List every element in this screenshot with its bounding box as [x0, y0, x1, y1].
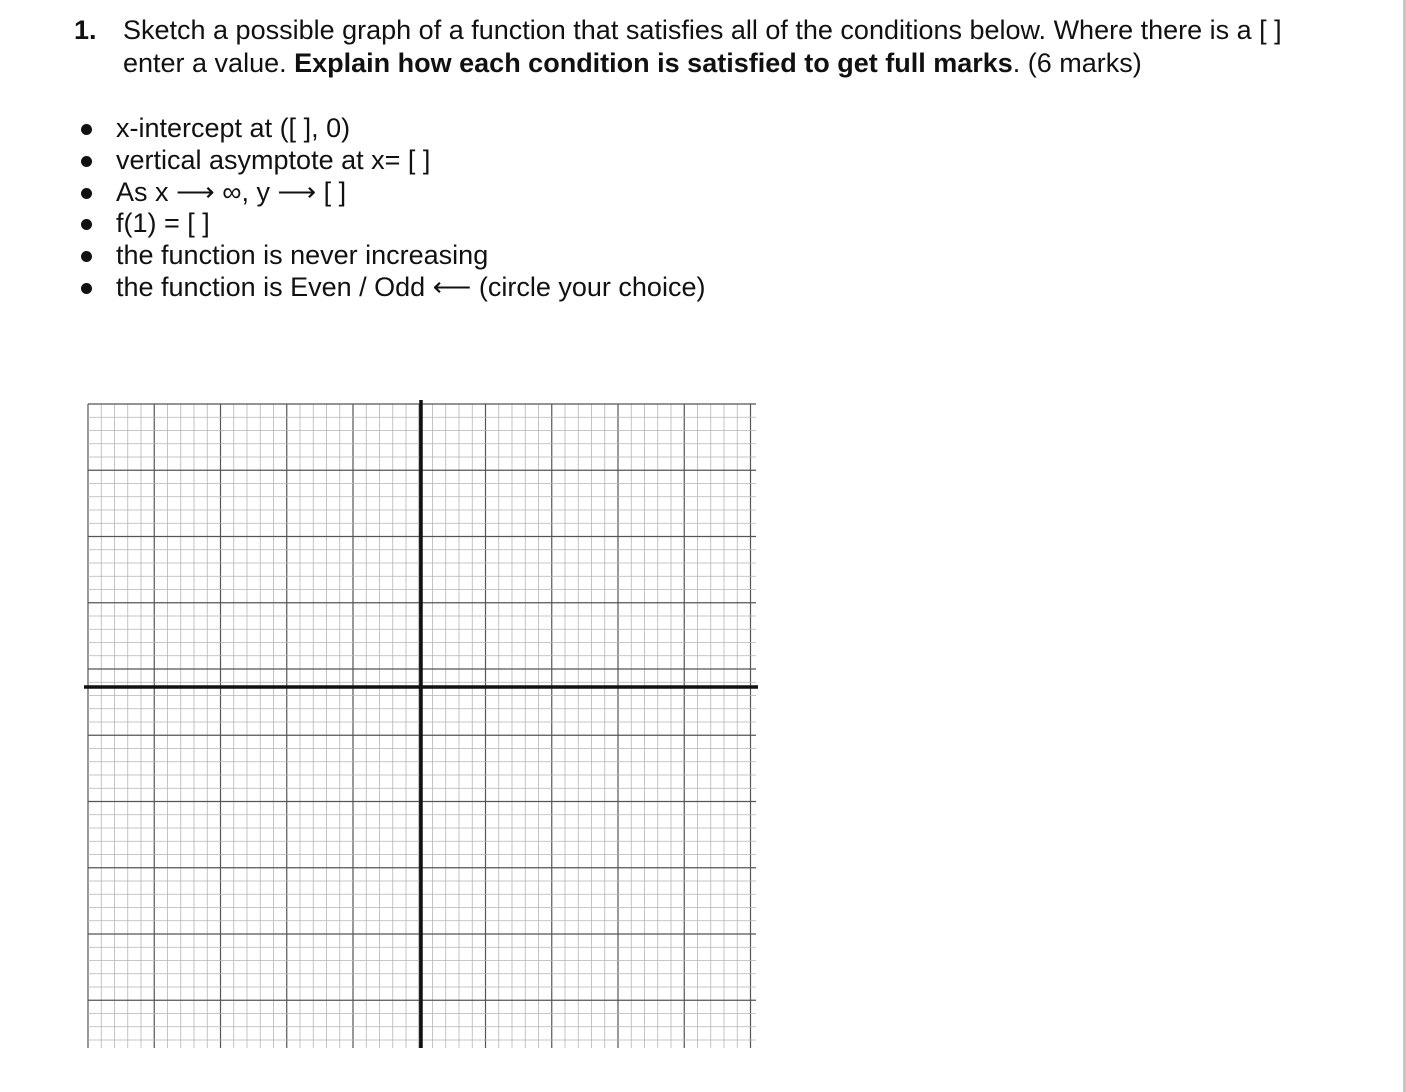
question-text-bold: Explain how each condition is satisfied to get full marks	[294, 48, 1013, 78]
condition-text: vertical asymptote at x= [ ]	[116, 144, 431, 175]
bullet-icon	[81, 188, 92, 199]
question-text-end: . (6 marks)	[1012, 48, 1142, 78]
bullet-icon	[81, 219, 92, 230]
condition-item	[76, 113, 705, 145]
bullet-icon	[81, 283, 92, 294]
condition-text: As x ⟶ ∞, y ⟶ [ ]	[116, 176, 347, 207]
question-text-start: Sketch a possible graph of a function that satisfies all of the conditions below. Where there is a [ ] enter a value.	[123, 15, 1282, 78]
condition-item	[76, 208, 705, 240]
bullet-icon	[81, 251, 92, 262]
bullet-icon	[81, 156, 92, 167]
question-number: 1.	[74, 15, 97, 45]
condition-item	[76, 145, 705, 177]
graph-grid-canvas[interactable]	[80, 398, 764, 1054]
condition-item	[76, 240, 705, 272]
graph-grid[interactable]	[80, 398, 764, 1054]
condition-text: the function is Even / Odd ⟵ (circle your choice)	[116, 271, 706, 302]
condition-text: f(1) = [ ]	[116, 208, 210, 239]
condition-text: the function is never increasing	[116, 240, 489, 271]
condition-text: x-intercept at ([ ], 0)	[116, 113, 351, 143]
question-block	[74, 14, 1374, 80]
conditions-list	[76, 113, 705, 304]
condition-item	[76, 177, 705, 209]
condition-item	[76, 272, 705, 304]
question-text	[123, 14, 1343, 80]
bullet-icon	[81, 124, 92, 135]
